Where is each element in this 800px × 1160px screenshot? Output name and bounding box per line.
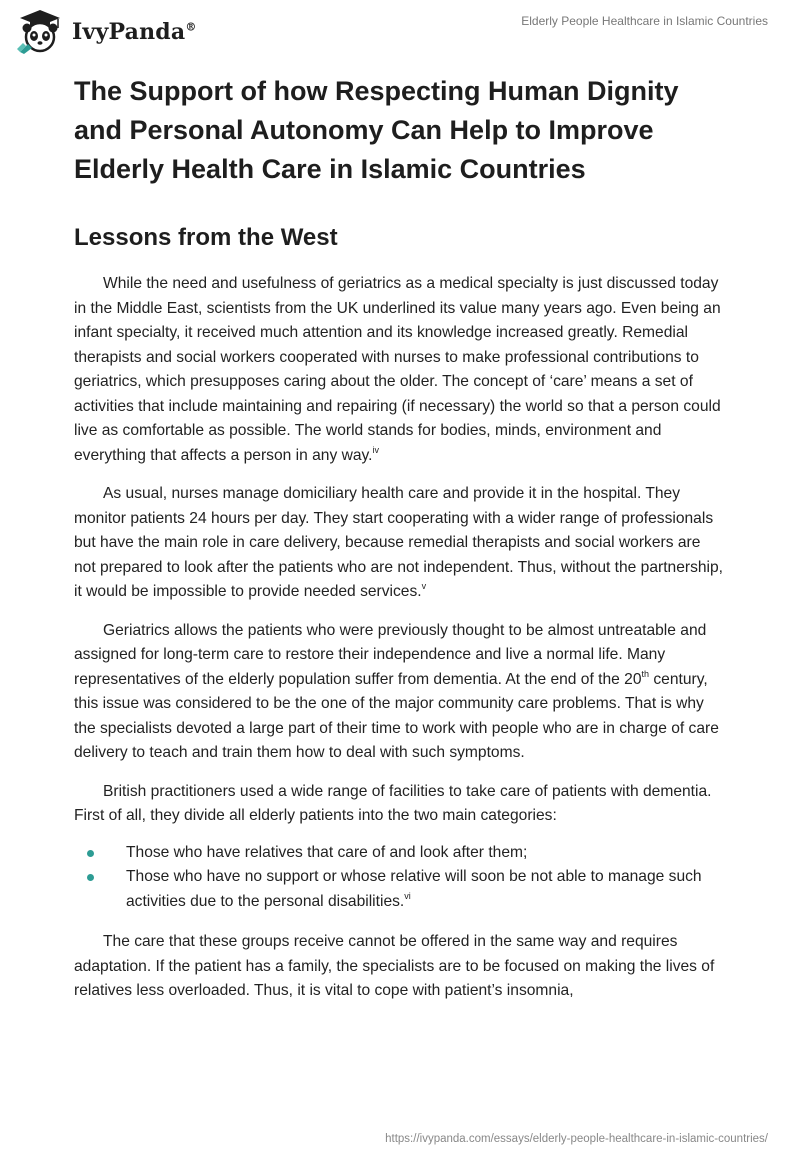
- running-title: Elderly People Healthcare in Islamic Countries: [521, 14, 768, 28]
- logo[interactable]: [14, 8, 197, 54]
- footnote-ref[interactable]: vi: [404, 890, 411, 901]
- section-heading: Lessons from the West: [74, 224, 338, 251]
- logo-text: IvyPanda®: [72, 19, 197, 45]
- list-item: Those who have relatives that care of and look after them;: [74, 841, 724, 866]
- bullet-icon: [87, 850, 94, 857]
- category-list: [74, 841, 724, 915]
- footnote-ref[interactable]: v: [421, 581, 427, 591]
- footnote-ref[interactable]: iv: [372, 444, 379, 455]
- paragraph-1: While the need and usefulness of geriatrics as a medical specialty is just discussed today in the Middle East, scientists from the UK underlined its value many years ago. Even being an infant specialty, it received much attention and its knowledge increased greatly. Remedial therapists and social workers cooperated with nurses to make professional contributions to geriatrics, which presupposes caring about the older. The concept of ‘care’ means a set of activities that include maintaining and repairing (if necessary) the world so that a person could live as comfortable as possible. The world stands for bodies, minds, environment and everything that affects a person in any way.$^{iv}$: [74, 275, 721, 464]
- article-body: [74, 72, 724, 1004]
- panda-logo-icon: [14, 8, 66, 54]
- source-url[interactable]: https://ivypanda.com/essays/elderly-people-healthcare-in-islamic-countries/: [385, 1133, 768, 1145]
- paragraph-3: Geriatrics allows the patients who were previously thought to be almost untreatable and assigned for long-term care to restore their independence and live a normal life. Many representatives of the elderly population suffer from dementia. At the end of the 20th century, this issue was considered to be the one of the major community care problems. That is why the specialists devoted a large part of their time to work with people who are in charge of care delivery to teach and train them how to deal with such symptoms.: [74, 621, 719, 761]
- bullet-icon: [87, 874, 94, 881]
- list-item: Those who have no support or whose relative will soon be not able to manage such activities due to the personal disabilities.$^{vi}$: [74, 865, 724, 914]
- paragraph-5: The care that these groups receive cannot be offered in the same way and requires adaptation. If the patient has a family, the specialists are to be focused on making the lives of relatives less overloaded. Thus, it is vital to cope with patient’s insomnia,: [74, 933, 715, 999]
- page-header: [0, 0, 800, 62]
- paragraph-2: As usual, nurses manage domiciliary health care and provide it in the hospital. They monitor patients 24 hours per day. They start cooperating with a wider range of professionals but have the main role in care delivery, because remedial therapists and social workers are not prepared to look after the patients who are not independent. Thus, without the partnership, it would be impossible to provide needed services.$^v$: [74, 485, 724, 600]
- paragraph-4: British practitioners used a wide range of facilities to take care of patients with dementia. First of all, they divide all elderly patients into the two main categories:: [74, 782, 712, 824]
- page-title: The Support of how Respecting Human Dignity and Personal Autonomy Can Help to Improve Elderly Health Care in Islamic Countries: [74, 76, 679, 184]
